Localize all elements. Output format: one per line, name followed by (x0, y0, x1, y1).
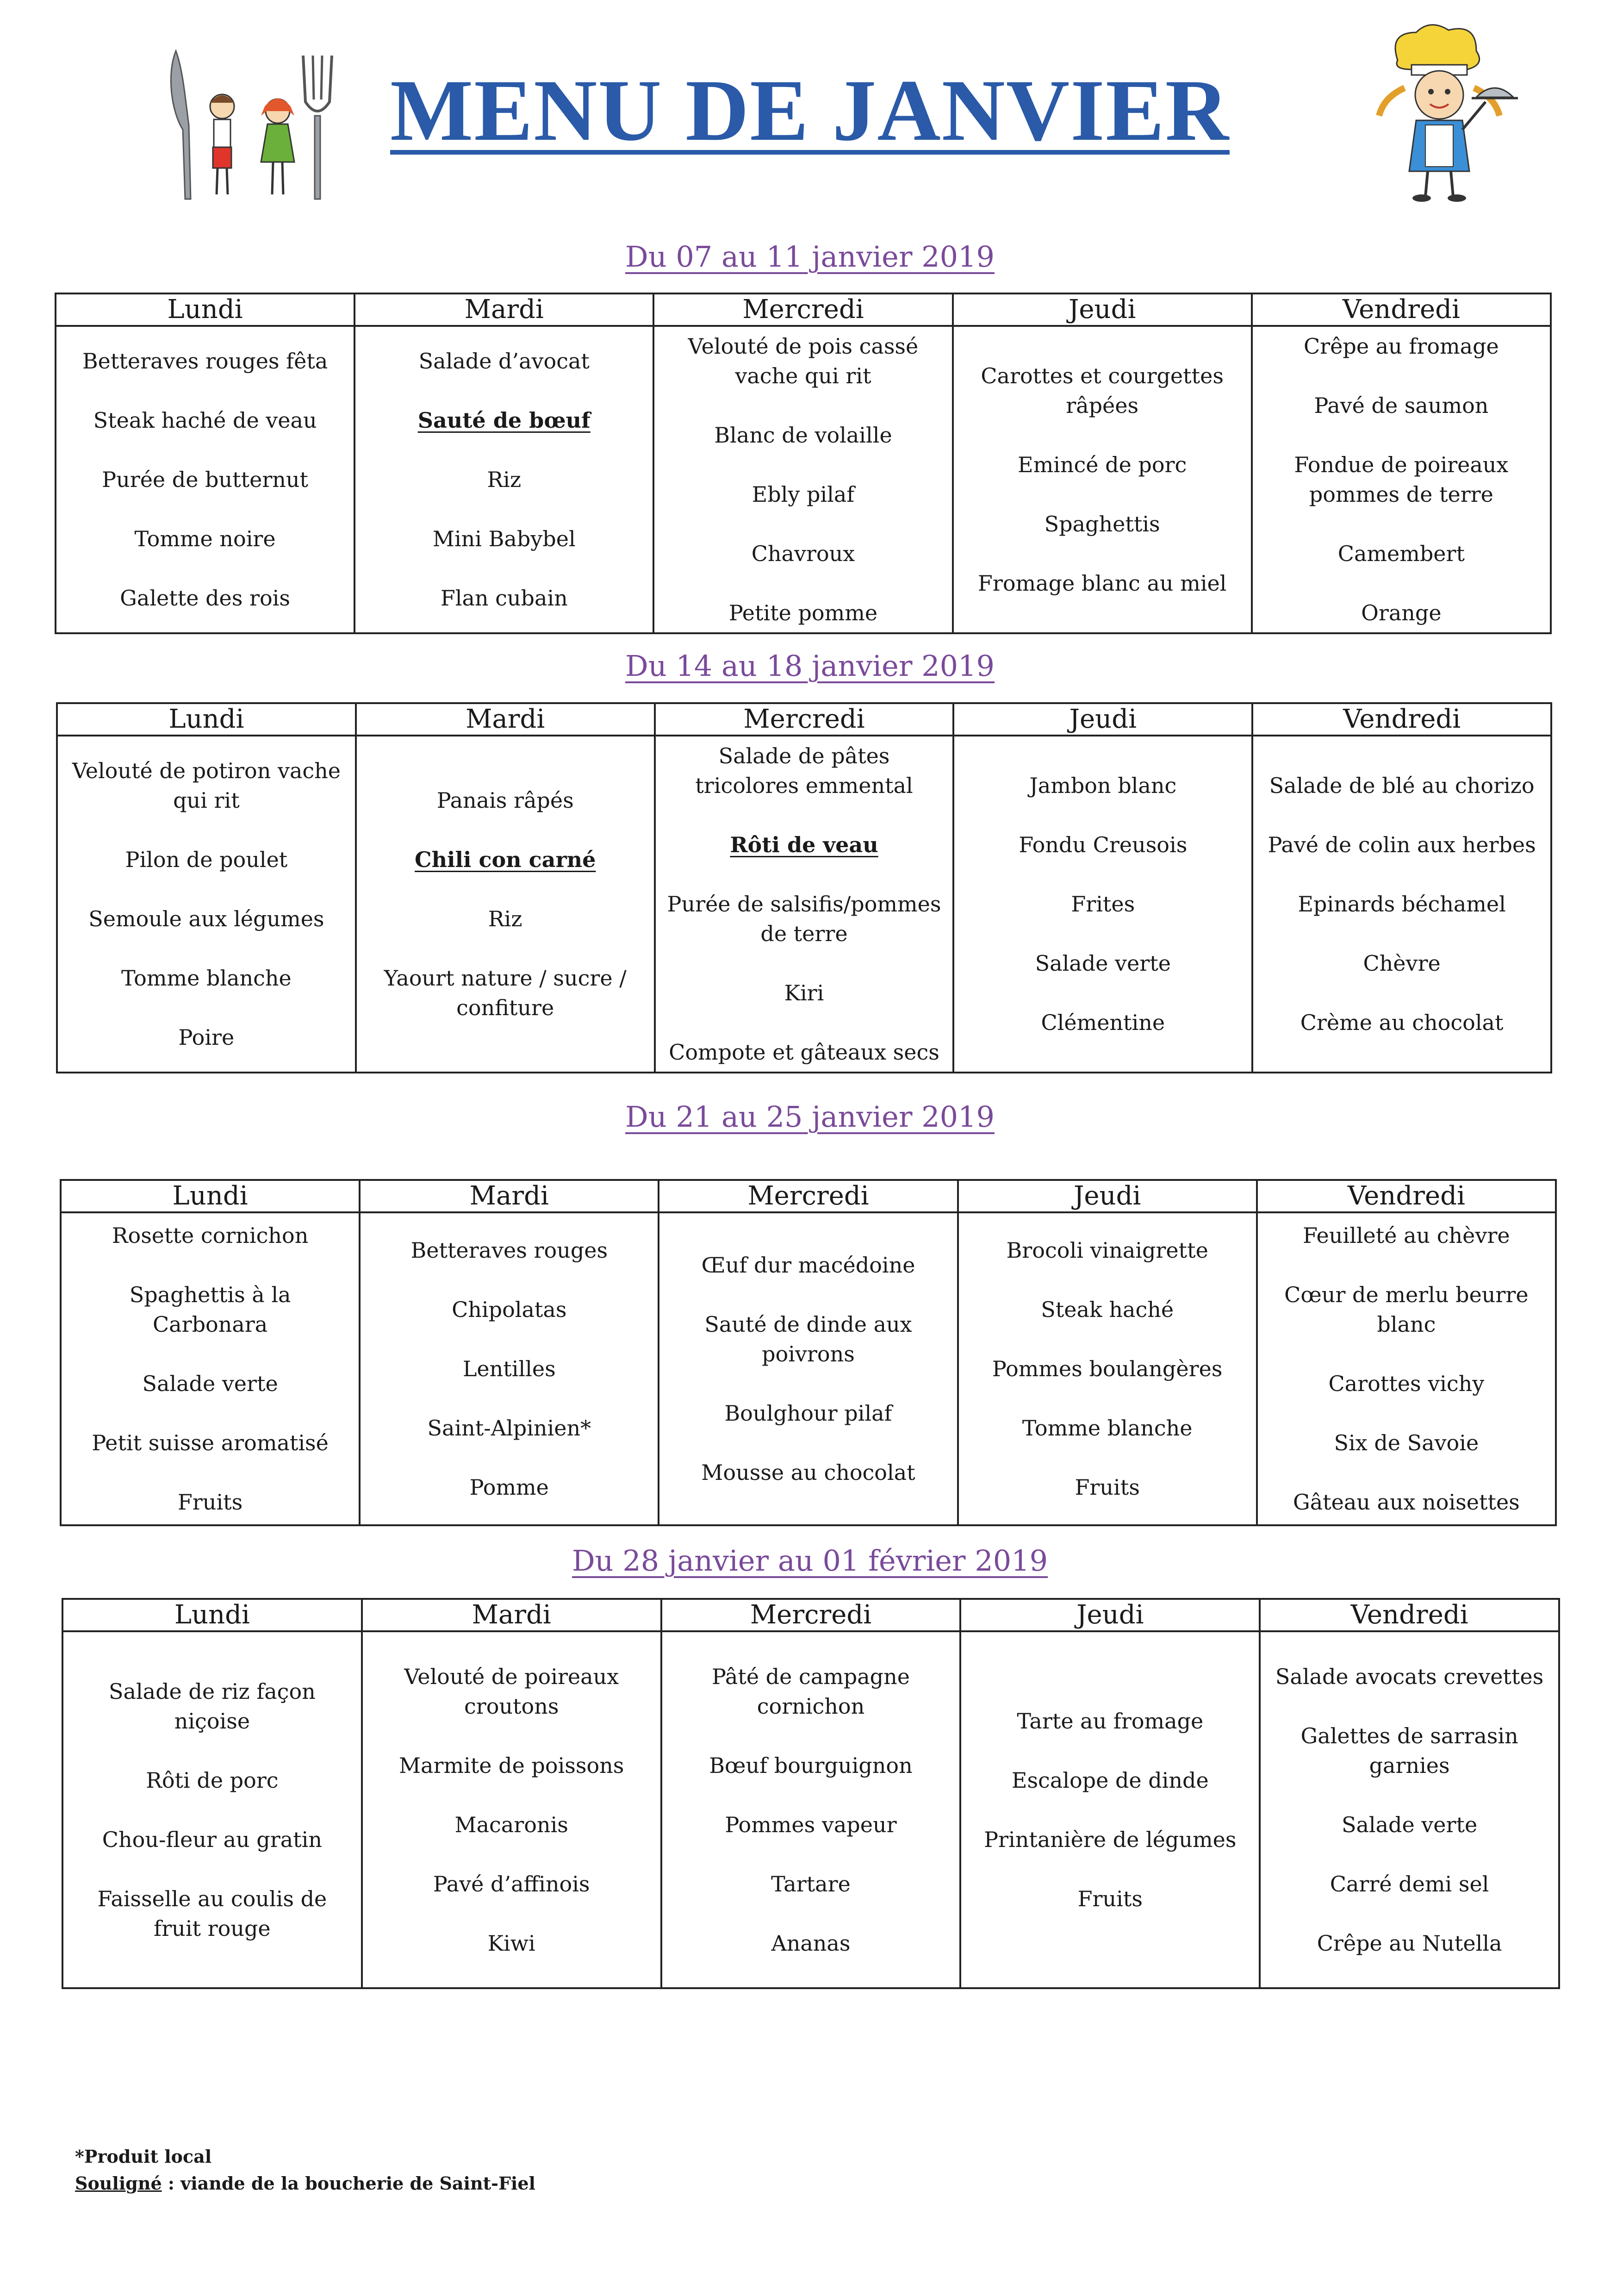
day-cell (362, 1631, 661, 1988)
dish-item: Gâteau aux noisettes (1293, 1490, 1520, 1515)
dish-item: Fromage blanc au miel (977, 571, 1227, 596)
day-cell (655, 736, 954, 1073)
dish-item: Mini Babybel (432, 526, 576, 551)
dish-item: Petite pomme (728, 600, 878, 625)
dish-item: Blanc de volaille (714, 423, 892, 448)
dish-item: Purée de salsifis/pommes de terre (667, 892, 941, 946)
local-product-note: *Produit local (75, 2146, 212, 2167)
day-cell (354, 326, 653, 633)
dish-item: Camembert (1337, 541, 1465, 566)
dish-item: Chèvre (1363, 951, 1441, 976)
dish-item: Rosette cornichon (112, 1223, 309, 1248)
dish-item: Crêpe au Nutella (1317, 1930, 1502, 1956)
week-heading: Du 21 au 25 janvier 2019 (625, 1100, 995, 1134)
dish-item: Cœur de merlu beurre blanc (1284, 1282, 1529, 1337)
dish-item: Printanière de légumes (984, 1827, 1237, 1852)
dish-item: Velouté de pois cassé vache qui rit (688, 334, 919, 388)
underline-label: Souligné (75, 2173, 162, 2194)
week-heading: Du 28 janvier au 01 février 2019 (572, 1544, 1048, 1578)
dish-item: Mousse au chocolat (701, 1460, 915, 1485)
day-header: Jeudi (958, 1180, 1257, 1212)
dish-item: Riz (487, 467, 522, 492)
dish-item: Tomme noire (134, 526, 276, 551)
dish-item: Rôti de porc (146, 1767, 279, 1793)
dish-item: Sauté de dinde aux poivrons (704, 1312, 912, 1366)
dish-item: Galette des rois (120, 586, 290, 611)
day-cell (61, 1212, 360, 1525)
dish-item: Kiwi (487, 1930, 535, 1956)
dish-item: Boulghour pilaf (724, 1401, 892, 1426)
dish-item: Fondue de poireaux pommes de terre (1294, 452, 1509, 507)
day-header: Mardi (362, 1599, 661, 1631)
day-header: Mercredi (655, 703, 954, 736)
dish-item: Betteraves rouges fêta (82, 349, 328, 374)
day-header: Lundi (62, 1599, 362, 1631)
dish-item: Rôti de veau (730, 832, 878, 857)
dish-item: Steak haché de veau (93, 408, 317, 433)
dish-item: Sauté de bœuf (417, 408, 591, 433)
day-cell (661, 1631, 961, 1988)
dish-item: Pavé de saumon (1314, 393, 1489, 418)
dish-item: Ebly pilaf (752, 482, 855, 507)
day-header: Jeudi (953, 703, 1252, 736)
day-cell (659, 1212, 958, 1525)
dish-item: Œuf dur macédoine (701, 1253, 915, 1278)
menu-table (62, 1598, 1560, 1989)
day-header: Lundi (56, 293, 354, 326)
dish-item: Pavé de colin aux herbes (1268, 832, 1536, 857)
chef-illustration (1361, 19, 1527, 204)
week-heading: Du 07 au 11 janvier 2019 (625, 240, 995, 274)
dish-item: Pavé d’affinois (433, 1871, 590, 1897)
dish-item: Fondu Creusois (1019, 832, 1188, 857)
dish-item: Salade de blé au chorizo (1269, 773, 1535, 798)
day-header: Lundi (57, 703, 356, 736)
dish-item: Pommes boulangères (992, 1356, 1223, 1381)
dish-item: Marmite de poissons (398, 1753, 624, 1778)
dish-item: Clémentine (1041, 1010, 1165, 1035)
dish-item: Jambon blanc (1029, 773, 1177, 798)
dish-item: Salade de riz façon niçoise (109, 1678, 316, 1734)
dish-item: Galettes de sarrasin garnies (1300, 1723, 1518, 1778)
day-cell (958, 1212, 1257, 1525)
menu-table (56, 702, 1552, 1073)
day-cell (360, 1212, 659, 1525)
dish-item: Frites (1071, 892, 1135, 917)
dish-item: Salade verte (1341, 1812, 1478, 1837)
dish-item: Velouté de potiron vache qui rit (72, 758, 341, 813)
day-header: Mardi (354, 293, 653, 326)
dish-item: Riz (488, 906, 522, 931)
dish-item: Pilon de poulet (125, 847, 288, 872)
dish-item: Carottes vichy (1328, 1371, 1485, 1396)
dish-item: Betteraves rouges (410, 1238, 608, 1263)
dish-item: Chili con carné (414, 847, 596, 872)
dish-item: Chipolatas (452, 1297, 567, 1322)
dish-item: Brocoli vinaigrette (1006, 1238, 1208, 1263)
dish-item: Pommes vapeur (725, 1812, 897, 1837)
dish-item: Lentilles (462, 1356, 556, 1381)
underline-note (75, 2170, 535, 2197)
dish-item: Petit suisse aromatisé (92, 1430, 329, 1455)
day-header: Lundi (61, 1180, 360, 1212)
day-header: Mercredi (653, 293, 952, 326)
day-header: Jeudi (960, 1599, 1260, 1631)
dish-item: Crème au chocolat (1300, 1010, 1504, 1035)
dish-item: Velouté de poireaux croutons (404, 1664, 619, 1719)
dish-item: Salade de pâtes tricolores emmental (695, 743, 913, 798)
dish-item: Salade d’avocat (418, 349, 590, 374)
dish-item: Salade avocats crevettes (1275, 1664, 1544, 1689)
dish-item: Saint-Alpinien* (427, 1416, 591, 1441)
day-cell (356, 736, 655, 1073)
dish-item: Spaghettis à la Carbonara (129, 1282, 291, 1337)
dish-item: Fruits (1075, 1475, 1140, 1500)
day-cell (62, 1631, 362, 1988)
dish-item: Bœuf bourguignon (709, 1753, 913, 1778)
dish-item: Yaourt nature / sucre / confiture (384, 966, 627, 1020)
dish-item: Chou-fleur au gratin (102, 1827, 322, 1852)
day-cell (57, 736, 356, 1073)
day-cell (653, 326, 952, 633)
dish-item: Flan cubain (440, 586, 568, 611)
dish-item: Chavroux (751, 541, 855, 566)
day-cell (1257, 1212, 1556, 1525)
dish-item: Tomme blanche (1022, 1416, 1193, 1441)
dish-item: Orange (1361, 600, 1442, 625)
dish-item: Semoule aux légumes (88, 906, 324, 931)
day-header: Mercredi (661, 1599, 961, 1631)
dish-item: Six de Savoie (1334, 1430, 1479, 1455)
dish-item: Tomme blanche (121, 966, 292, 991)
day-cell (960, 1631, 1260, 1988)
dish-item: Escalope de dinde (1011, 1767, 1209, 1793)
dish-item: Pâté de campagne cornichon (712, 1664, 910, 1719)
dish-item: Epinards béchamel (1298, 892, 1506, 917)
day-cell (953, 326, 1252, 633)
menu-table (55, 293, 1552, 634)
dish-item: Spaghettis (1044, 512, 1160, 537)
day-cell (1252, 736, 1551, 1073)
dish-item: Salade verte (1035, 951, 1171, 976)
dish-item: Pomme (469, 1475, 549, 1500)
underline-text: : viande de la boucherie de Saint-Fiel (162, 2173, 535, 2194)
day-header: Vendredi (1260, 1599, 1559, 1631)
day-header: Jeudi (953, 293, 1252, 326)
dish-item: Panais râpés (436, 788, 574, 813)
dish-item: Carottes et courgettes râpées (981, 363, 1224, 418)
dish-item: Tarte au fromage (1017, 1708, 1204, 1734)
dish-item: Kiri (784, 980, 824, 1005)
dish-item: Ananas (771, 1930, 851, 1956)
day-header: Vendredi (1252, 293, 1551, 326)
day-header: Mardi (356, 703, 655, 736)
dish-item: Fruits (177, 1490, 243, 1515)
dish-item: Poire (178, 1025, 235, 1050)
day-header: Mardi (360, 1180, 659, 1212)
dish-item: Tartare (771, 1871, 851, 1897)
dish-item: Fruits (1077, 1886, 1143, 1911)
cutlery-children-illustration (157, 46, 361, 213)
footnotes (75, 2143, 535, 2197)
day-header: Mercredi (659, 1180, 958, 1212)
dish-item: Macaronis (454, 1812, 568, 1837)
page-title: MENU DE JANVIER (390, 62, 1230, 159)
day-cell (1252, 326, 1551, 633)
day-header: Vendredi (1252, 703, 1551, 736)
menu-table (60, 1179, 1557, 1526)
day-cell (56, 326, 354, 633)
dish-item: Faisselle au coulis de fruit rouge (97, 1886, 327, 1941)
dish-item: Steak haché (1041, 1297, 1174, 1322)
dish-item: Salade verte (142, 1371, 278, 1396)
dish-item: Compote et gâteaux secs (669, 1040, 939, 1065)
dish-item: Purée de butternut (102, 467, 309, 492)
dish-item: Feuilleté au chèvre (1303, 1223, 1510, 1248)
dish-item: Emincé de porc (1017, 452, 1187, 477)
week-heading: Du 14 au 18 janvier 2019 (625, 649, 995, 683)
dish-item: Crêpe au fromage (1303, 334, 1499, 359)
day-cell (1260, 1631, 1559, 1988)
day-cell (953, 736, 1252, 1073)
dish-item: Carré demi sel (1330, 1871, 1489, 1897)
day-header: Vendredi (1257, 1180, 1556, 1212)
